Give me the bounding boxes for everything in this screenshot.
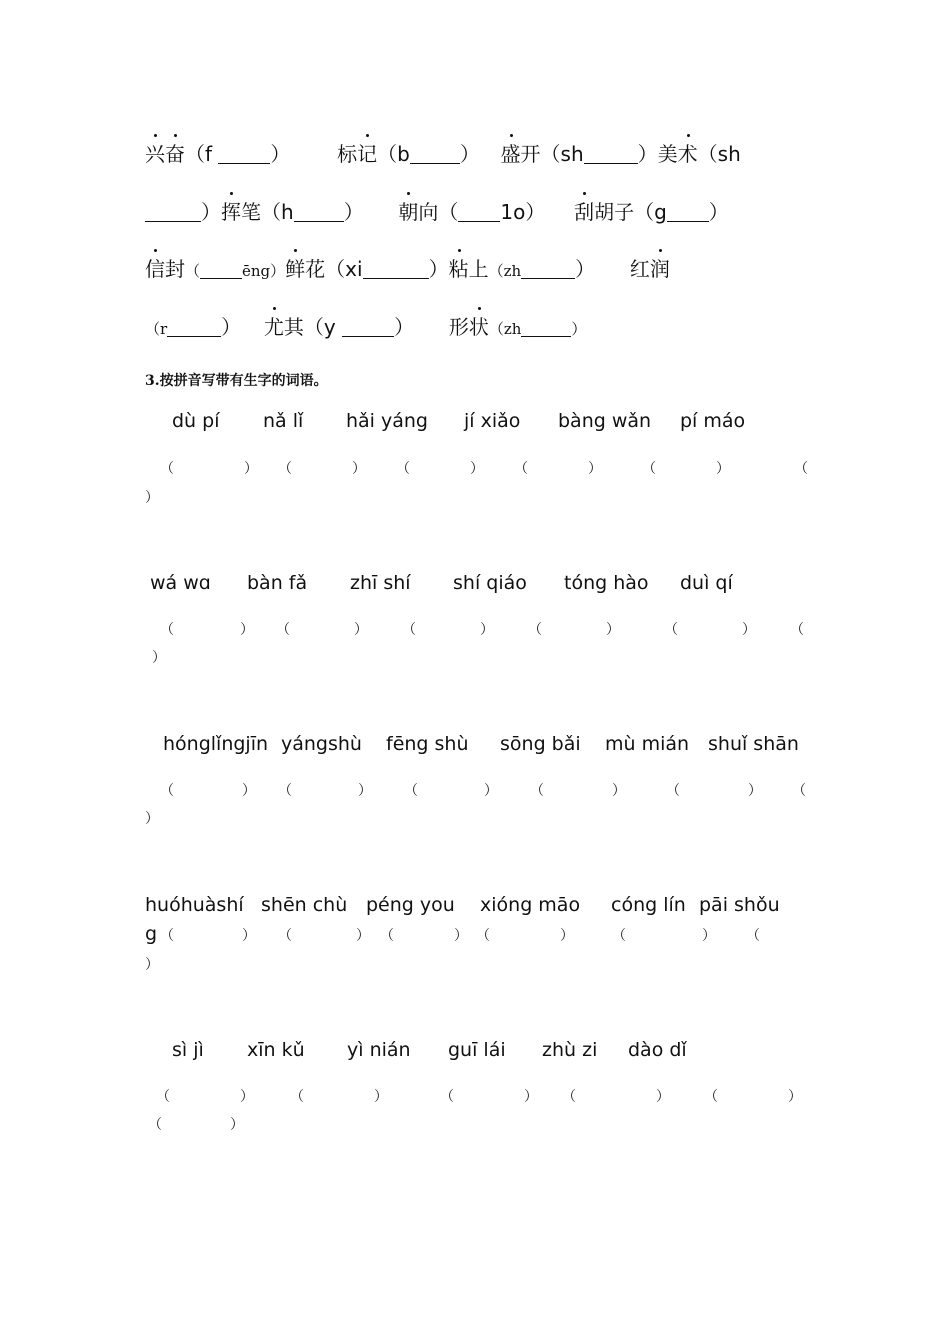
char-zhuang: 状 [469,311,489,340]
char-hong: 红 [629,257,650,281]
pinyin-word: bàn fǎ [247,572,308,594]
answer-blank[interactable] [521,258,575,279]
pinyin-word: hǎi yáng [346,410,428,432]
paren-close: ） [708,200,729,224]
answer-paren[interactable]: （ [790,622,804,638]
answer-paren: ） [742,622,756,638]
char-shang: 上 [468,257,489,281]
char-bi: 笔 [241,200,261,224]
pinyin-wrap: g [145,923,158,945]
char-you: 尤 [264,311,284,340]
char-zhan: 粘 [449,253,469,282]
answer-paren: ） [612,783,626,799]
answer-paren[interactable]: （ [160,622,174,638]
fill-line-2 [145,196,729,225]
pinyin-word: yì nián [347,1039,411,1061]
pinyin-word: péng you [366,894,455,916]
answer-paren: ） [145,957,159,973]
answer-paren[interactable]: （ [528,622,542,638]
pinyin-hint: （sh [697,142,741,166]
char-fen: 奋 [165,138,185,167]
answer-paren: ） [145,811,159,827]
pinyin-word: zhī shí [350,572,411,594]
answer-paren[interactable]: （ [476,928,490,944]
char-feng: 封 [165,257,185,281]
pinyin-word: mù mián [605,733,690,755]
section-heading: 3.按拼音写带有生字的词语。 [145,373,328,389]
char-xing2: 形 [448,315,469,339]
answer-paren: ） [354,622,368,638]
pinyin-hint: （ [438,200,459,224]
answer-paren[interactable]: （ [156,1089,170,1105]
pinyin-word: dù pí [172,410,220,432]
answer-paren[interactable]: （ [440,1089,454,1105]
answer-paren[interactable]: （ [530,783,544,799]
answer-blank[interactable] [458,201,500,222]
char-sheng: 盛 [501,138,521,167]
answer-blank[interactable] [145,201,201,222]
pinyin-hint: （f [185,142,219,166]
pinyin-word: shí qiáo [453,572,527,594]
paren-close: ） [459,142,480,166]
answer-paren: ） [374,1089,388,1105]
answer-paren[interactable]: （ [290,1089,304,1105]
answer-paren: ） [470,461,484,477]
answer-paren: ） [702,928,716,944]
pinyin-word: fēng shù [386,733,469,755]
answer-paren: ） [606,622,620,638]
char-chao: 朝 [398,196,418,225]
answer-paren[interactable]: （ [704,1089,718,1105]
fill-line-3 [145,253,670,282]
answer-paren[interactable]: （ [278,783,292,799]
char-shu: 术 [678,138,698,167]
char-ji: 记 [357,138,377,167]
answer-paren: ） [244,461,258,477]
answer-paren[interactable]: （ [278,928,292,944]
answer-paren: ） [560,928,574,944]
answer-blank[interactable] [521,316,571,337]
pinyin-word: nǎ lǐ [263,410,304,432]
answer-paren: ） [356,928,370,944]
answer-blank[interactable] [294,201,344,222]
answer-paren[interactable]: （ [794,461,808,477]
char-xing: 兴 [145,138,165,167]
pinyin-hint: 1o） [500,200,546,224]
paren-close: ） [394,315,415,339]
answer-paren: ） [454,928,468,944]
answer-paren[interactable]: （ [642,461,656,477]
pinyin-word: pí máo [680,410,746,432]
char-qi: 其 [283,315,304,339]
answer-paren: ） [230,1117,244,1133]
answer-paren: ） [588,461,602,477]
char-xian: 鲜 [285,253,305,282]
paren-close: ） [201,200,221,224]
paren-close: ） [575,257,596,281]
answer-paren: ） [748,783,762,799]
fill-line-4 [145,311,586,340]
pinyin-word: shuǐ shān [708,733,799,755]
answer-paren: ） [524,1089,538,1105]
char-xiang: 向 [418,200,439,224]
paren-close: ） [343,200,364,224]
pinyin-word: hónglǐngjīn [163,733,269,755]
answer-paren[interactable]: （ [160,928,174,944]
answer-paren[interactable]: （ [666,783,680,799]
answer-blank[interactable] [667,201,709,222]
answer-blank[interactable] [167,316,221,337]
answer-paren: ） [240,1089,254,1105]
answer-paren: ） [358,783,372,799]
answer-paren: ） [788,1089,802,1105]
answer-paren[interactable]: （ [562,1089,576,1105]
answer-paren[interactable]: （ [276,622,290,638]
paren-close: ） [637,142,658,166]
answer-paren[interactable]: （ [746,928,760,944]
answer-paren: ） [716,461,730,477]
paren-close: ） [221,315,242,339]
answer-blank[interactable] [218,143,270,164]
pinyin-word: tóng hào [564,572,649,594]
char-mei: 美 [657,142,678,166]
answer-blank[interactable] [363,258,429,279]
answer-blank[interactable] [200,258,242,279]
pinyin-word: shēn chù [261,894,348,916]
char-gua: 刮 [574,196,594,225]
char-huzi: 胡子 [594,200,635,224]
answer-blank[interactable] [342,316,394,337]
pinyin-word: cóng lín [611,894,686,916]
answer-paren[interactable]: （ [160,461,174,477]
char-hua: 花 [305,257,326,281]
pinyin-hint: ēng） [242,262,286,280]
answer-paren: ） [145,490,159,506]
pinyin-word: bàng wǎn [558,410,652,432]
answer-paren[interactable]: （ [278,461,292,477]
answer-paren: ） [240,622,254,638]
pinyin-hint: （g [634,200,667,224]
pinyin-word: wá wɑ [150,572,211,594]
char-hui: 挥 [221,196,241,225]
answer-paren[interactable]: （ [396,461,410,477]
char-xin: 信 [145,253,165,282]
pinyin-word: dào dǐ [628,1039,687,1061]
pinyin-word: duì qí [680,572,733,594]
pinyin-hint: （ [185,262,201,280]
pinyin-word: xióng māo [480,894,581,916]
answer-paren[interactable]: （ [148,1117,162,1133]
pinyin-word: jí xiǎo [464,410,521,432]
pinyin-word: yángshù [281,733,362,755]
answer-blank[interactable] [410,143,460,164]
answer-paren[interactable]: （ [404,783,418,799]
answer-paren[interactable]: （ [380,928,394,944]
answer-paren: ） [242,783,256,799]
pinyin-hint: （y [303,315,343,339]
answer-paren[interactable]: （ [792,783,806,799]
answer-paren[interactable]: （ [612,928,626,944]
paren-close: ） [270,142,291,166]
char-kai: 开 [520,142,541,166]
char-run: 润 [650,253,670,282]
answer-paren[interactable]: （ [664,622,678,638]
answer-paren: ） [352,461,366,477]
pinyin-word: huóhuàshí [145,894,244,916]
answer-paren: ） [484,783,498,799]
pinyin-hint: （zh [488,320,522,338]
pinyin-hint: （h [261,200,294,224]
answer-paren: ） [242,928,256,944]
pinyin-word: sì jì [172,1039,204,1061]
pinyin-word: zhù zi [542,1039,598,1061]
pinyin-hint: （r [145,320,168,338]
pinyin-hint: （zh [488,262,522,280]
pinyin-word: xīn kǔ [247,1039,305,1061]
pinyin-hint: （b [377,142,410,166]
answer-blank[interactable] [584,143,638,164]
answer-paren[interactable]: （ [402,622,416,638]
answer-paren: ） [480,622,494,638]
pinyin-word: pāi shǒu [699,894,780,916]
pinyin-word: sōng bǎi [500,733,581,755]
answer-paren: ） [656,1089,670,1105]
pinyin-hint: （sh [540,142,584,166]
answer-paren[interactable]: （ [160,783,174,799]
answer-paren[interactable]: （ [514,461,528,477]
char-biao: 标 [337,142,358,166]
paren-close: ） [428,257,449,281]
pinyin-hint: （xi [325,257,363,281]
answer-paren: ） [152,650,166,666]
pinyin-word: guī lái [448,1039,506,1061]
paren-close: ） [571,320,587,338]
fill-line-1 [145,138,741,167]
